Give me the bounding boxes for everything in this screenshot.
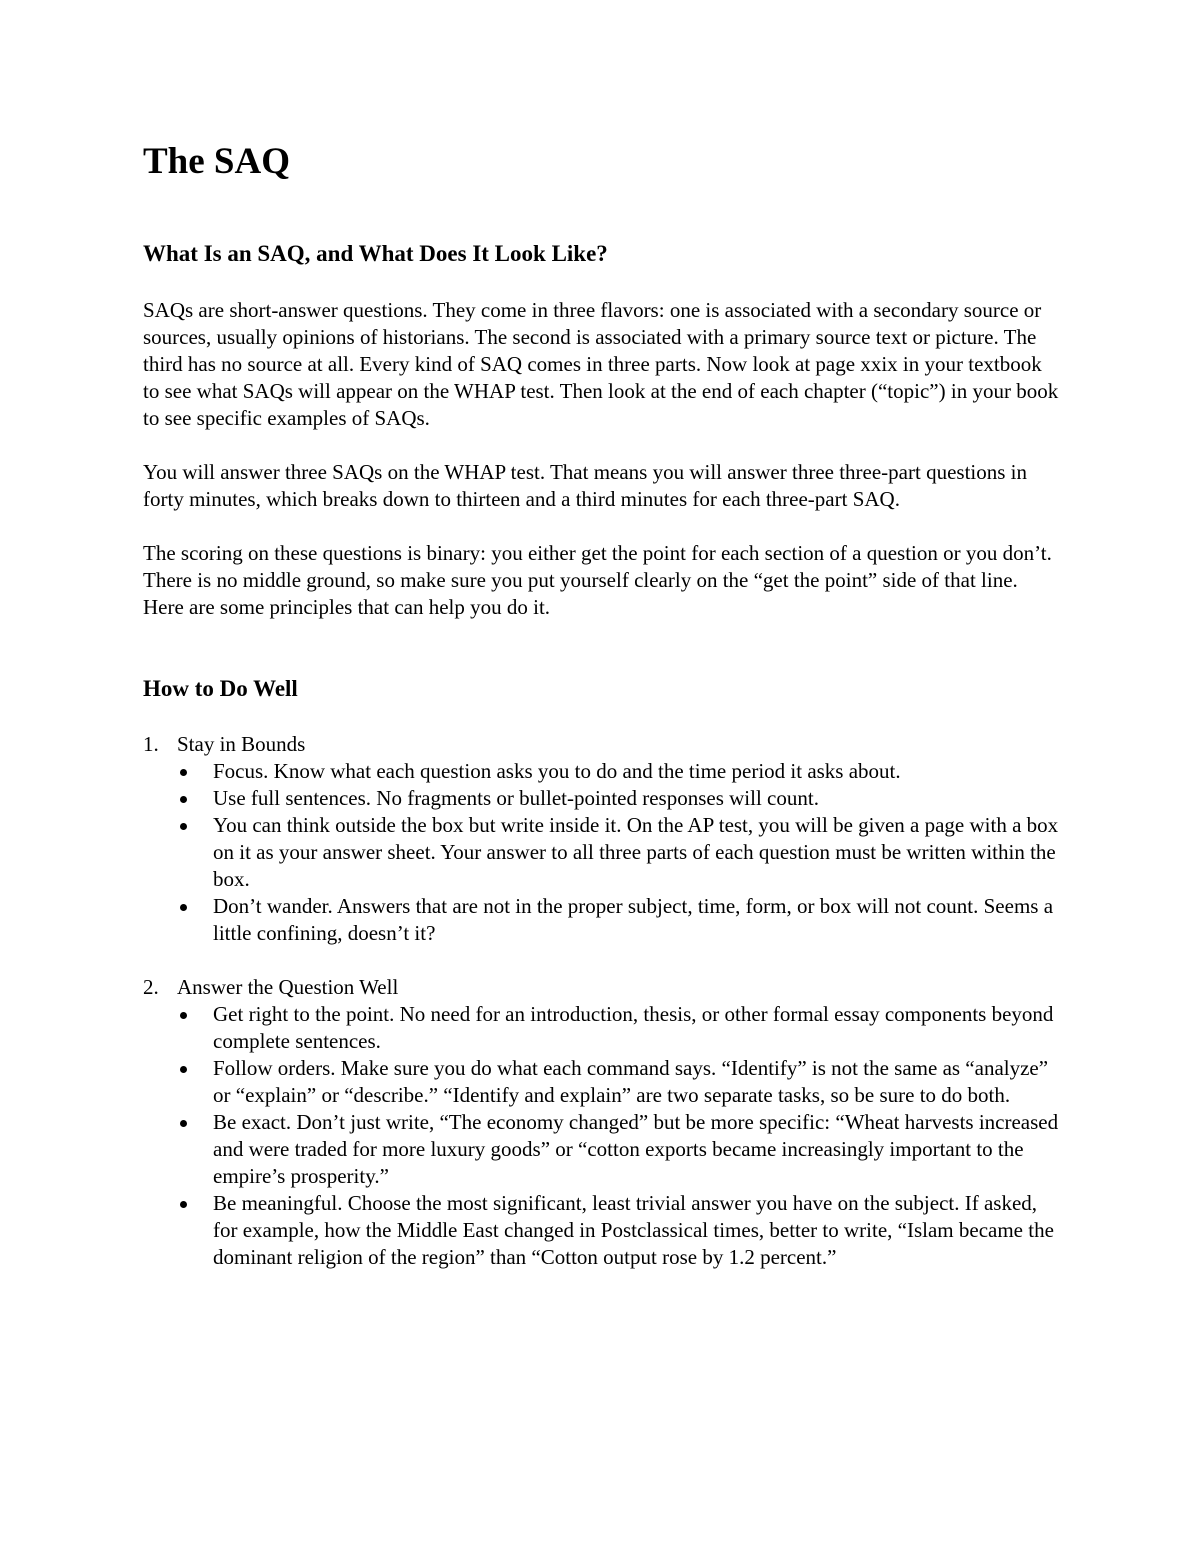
bullet-text: Get right to the point. No need for an introduction, thesis, or other formal essay components beyond complete sentences. — [213, 1002, 1054, 1053]
section-heading-how-to-do-well: How to Do Well — [143, 676, 298, 701]
bullet-text: Be meaningful. Choose the most significant, least trivial answer you have on the subject. If asked, for example, how the Middle East changed in Postclassical times, better to write, “Islam became the dominant religion of the region” than “Cotton output rose by 1.2 percent.” — [213, 1191, 1054, 1269]
list-item-label: Answer the Question Well — [177, 975, 399, 999]
bullet-icon — [177, 893, 213, 947]
bullet-item — [177, 785, 1063, 812]
bullet-item — [177, 1055, 1063, 1109]
section-heading-what-is-saq: What Is an SAQ, and What Does It Look Like? — [143, 241, 608, 266]
list-item-stay-in-bounds — [143, 731, 1063, 947]
bullet-icon — [177, 785, 213, 812]
list-number: 1. — [143, 732, 159, 756]
bullet-text: Follow orders. Make sure you do what each command says. “Identify” is not the same as “analyze” or “explain” or “describe.” “Identify and explain” are two separate tasks, so be sure to do both. — [213, 1056, 1049, 1107]
list-item-heading — [143, 974, 1063, 1001]
paragraph-intro: SAQs are short-answer questions. They come in three flavors: one is associated with a secondary source or sources, usually opinions of historians. The second is associated with a primary source text or picture. The third has no source at all. Every kind of SAQ comes in three parts. Now look at page xxix in your textbook to see what SAQs will appear on the WHAP test. Then look at the end of each chapter (“topic”) in your book to see specific examples of SAQs. — [143, 298, 1059, 430]
document-page — [143, 140, 1063, 1271]
bullet-text: You can think outside the box but write inside it. On the AP test, you will be given a page with a box on it as your answer sheet. Your answer to all three parts of each question must be written within the box. — [213, 813, 1059, 891]
bullet-icon — [177, 1190, 213, 1271]
bullet-text: Focus. Know what each question asks you to do and the time period it asks about. — [213, 759, 901, 783]
list-item-label: Stay in Bounds — [177, 732, 306, 756]
paragraph-scoring: The scoring on these questions is binary: you either get the point for each section of a question or you don’t. There is no middle ground, so make sure you put yourself clearly on the “get the point” side of that line. Here are some principles that can help you do it. — [143, 541, 1052, 619]
bullet-icon — [177, 758, 213, 785]
bullet-list — [143, 758, 1063, 947]
bullet-item — [177, 1109, 1063, 1190]
bullet-text: Use full sentences. No fragments or bullet-pointed responses will count. — [213, 786, 819, 810]
bullet-text: Don’t wander. Answers that are not in the proper subject, time, form, or box will not count. Seems a little confining, doesn’t it? — [213, 894, 1054, 945]
bullet-icon — [177, 1109, 213, 1190]
list-item-answer-well — [143, 974, 1063, 1271]
numbered-list — [143, 731, 1063, 1271]
bullet-item — [177, 758, 1063, 785]
page-title: The SAQ — [143, 141, 291, 182]
bullet-icon — [177, 812, 213, 893]
bullet-item — [177, 812, 1063, 893]
bullet-icon — [177, 1001, 213, 1055]
list-number: 2. — [143, 975, 159, 999]
bullet-item — [177, 893, 1063, 947]
paragraph-three-saqs: You will answer three SAQs on the WHAP test. That means you will answer three three-part questions in forty minutes, which breaks down to thirteen and a third minutes for each three-part SAQ. — [143, 460, 1027, 511]
bullet-icon — [177, 1055, 213, 1109]
list-item-heading — [143, 731, 1063, 758]
bullet-text: Be exact. Don’t just write, “The economy changed” but be more specific: “Wheat harvests increased and were traded for more luxury goods” or “cotton exports became increasingly important to the empire’s prosperity.” — [213, 1110, 1059, 1188]
bullet-item — [177, 1190, 1063, 1271]
bullet-item — [177, 1001, 1063, 1055]
bullet-list — [143, 1001, 1063, 1271]
